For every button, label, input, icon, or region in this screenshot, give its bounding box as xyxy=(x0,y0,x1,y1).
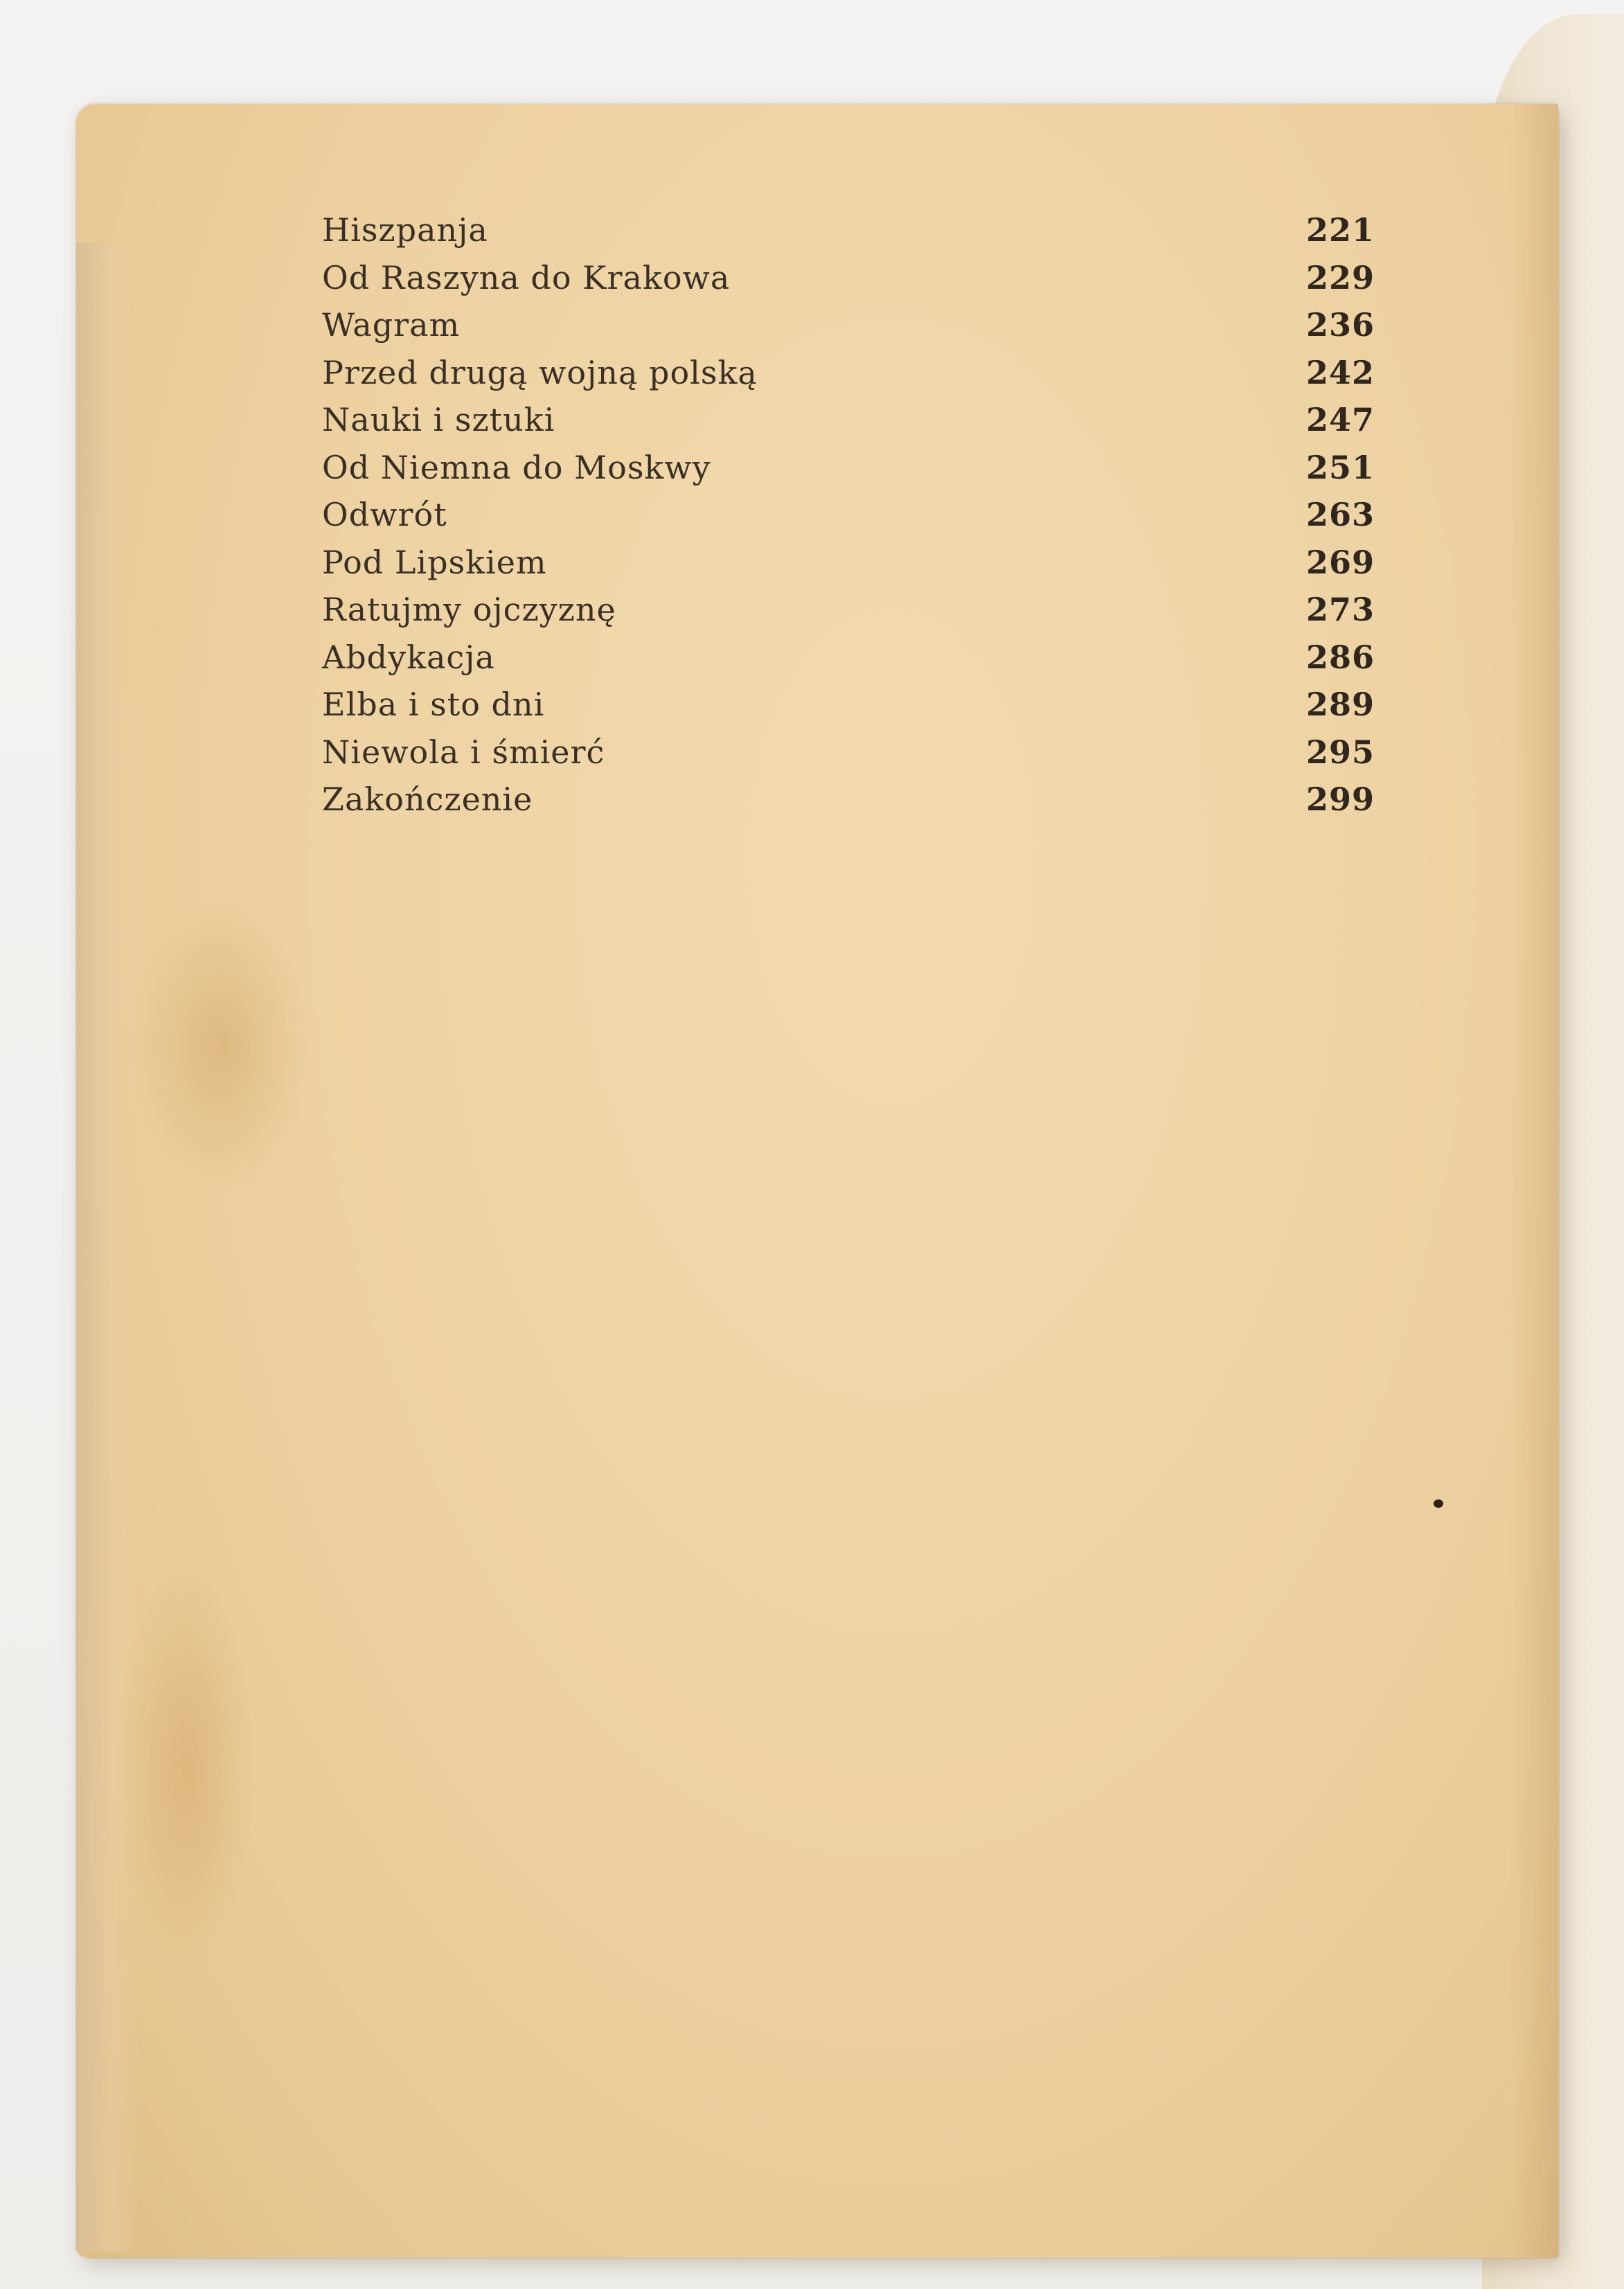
toc-entry-page: 242 xyxy=(1305,353,1375,391)
toc-entry xyxy=(322,544,1375,591)
toc-entry-title: Abdykacja xyxy=(322,638,495,676)
toc-entry-page: 299 xyxy=(1305,781,1375,818)
toc-entry-title: Od Niemna do Moskwy xyxy=(322,448,711,486)
toc-entry xyxy=(322,686,1375,733)
toc-entry-title: Elba i sto dni xyxy=(322,686,545,723)
toc-entry xyxy=(322,733,1375,781)
toc-entry-title: Przed drugą wojną polską xyxy=(322,353,758,391)
toc-entry-page: 251 xyxy=(1305,448,1375,486)
toc-entry-page: 221 xyxy=(1305,211,1375,249)
toc-entry xyxy=(322,781,1375,828)
toc-entry xyxy=(322,401,1375,449)
table-of-contents xyxy=(322,211,1375,828)
paper-stain xyxy=(132,900,312,1191)
toc-entry xyxy=(322,354,1375,402)
toc-entry xyxy=(322,591,1375,639)
toc-entry xyxy=(322,259,1375,307)
toc-entry-title: Odwrót xyxy=(322,496,447,533)
toc-entry xyxy=(322,211,1375,259)
toc-entry-title: Ratujmy ojczyznę xyxy=(322,591,616,628)
toc-entry-page: 263 xyxy=(1305,496,1375,533)
toc-entry xyxy=(322,306,1375,354)
ink-speck xyxy=(1434,1499,1443,1508)
toc-entry-page: 295 xyxy=(1305,733,1375,771)
toc-entry-page: 273 xyxy=(1305,591,1375,628)
toc-entry-title: Zakończenie xyxy=(322,781,533,818)
toc-entry-page: 269 xyxy=(1305,543,1375,581)
toc-entry-page: 229 xyxy=(1305,258,1375,296)
toc-entry-page: 236 xyxy=(1305,306,1375,344)
toc-entry-title: Pod Lipskiem xyxy=(322,543,547,581)
toc-entry-title: Od Raszyna do Krakowa xyxy=(322,258,731,296)
toc-entry xyxy=(322,496,1375,544)
toc-entry xyxy=(322,449,1375,497)
toc-entry-title: Niewola i śmierć xyxy=(322,733,605,771)
toc-entry-page: 289 xyxy=(1305,686,1375,723)
toc-entry-title: Nauki i sztuki xyxy=(322,401,555,438)
toc-entry-title: Wagram xyxy=(322,306,461,344)
paper-stain xyxy=(118,1558,256,1974)
toc-entry-page: 247 xyxy=(1305,401,1375,438)
toc-entry xyxy=(322,639,1375,686)
toc-entry-page: 286 xyxy=(1305,638,1375,676)
toc-entry-title: Hiszpanja xyxy=(322,211,488,249)
